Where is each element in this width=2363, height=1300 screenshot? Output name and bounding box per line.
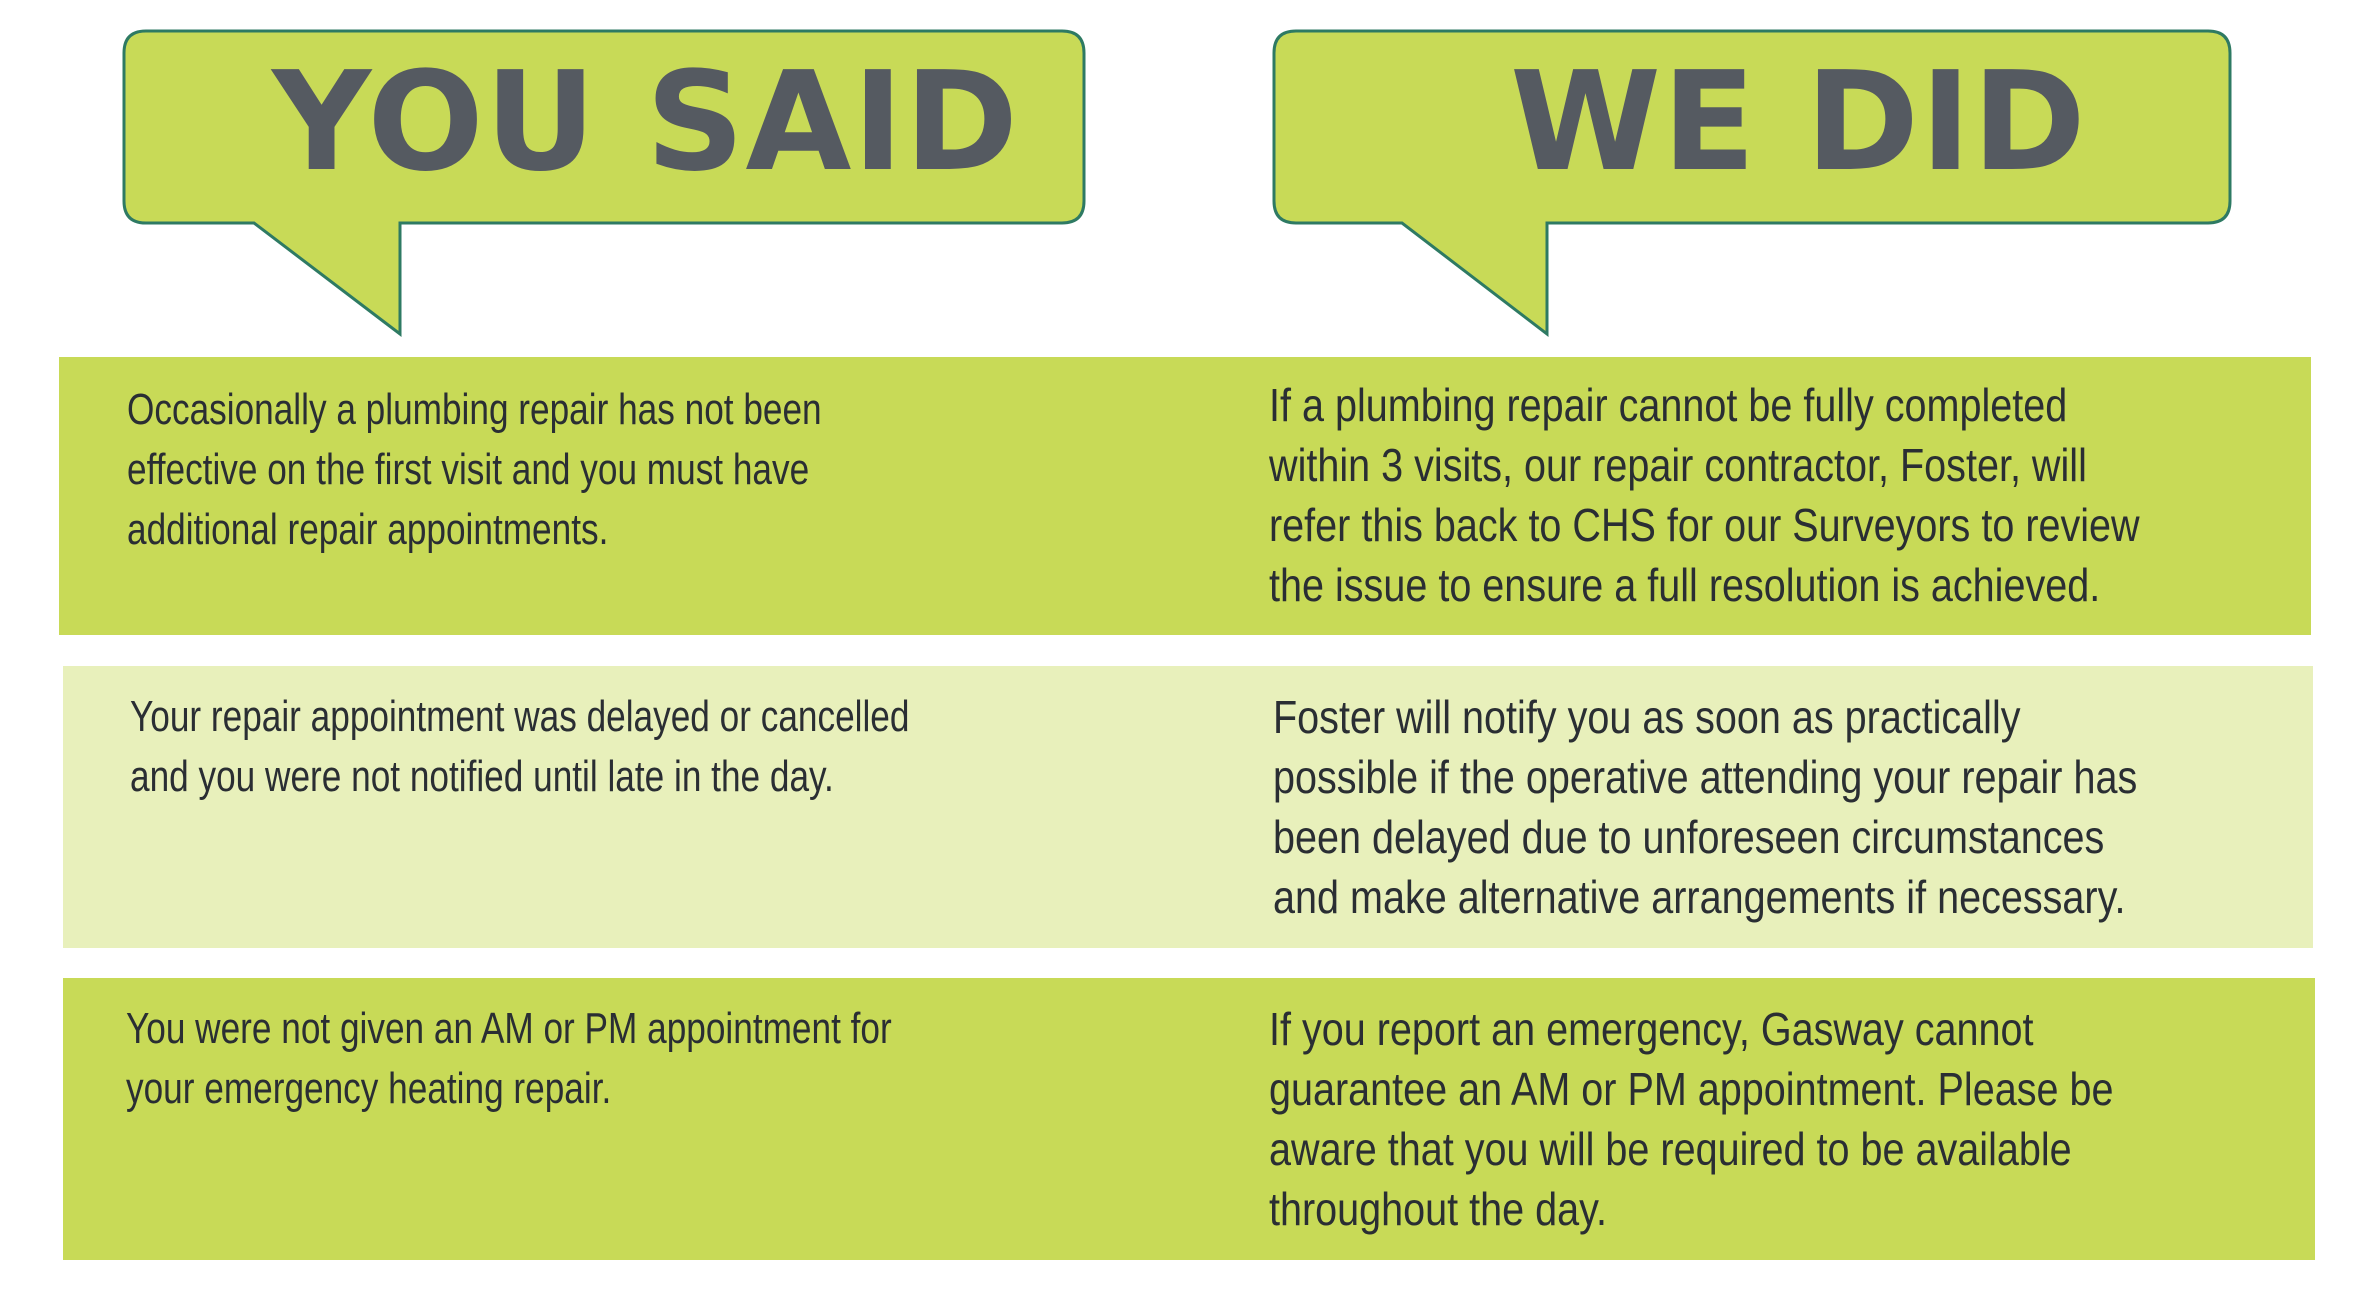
we-did-text: If you report an emergency, Gasway cannot guarantee an AM or PM appointment. Please be aware that you will be required to be available throughout the day. <box>1269 1003 2114 1235</box>
you-said-heading: YOU SAID <box>272 43 1020 202</box>
comparison-row <box>63 666 2313 948</box>
comparison-row <box>59 357 2311 635</box>
comparison-row <box>63 978 2315 1260</box>
we-did-heading: WE DID <box>1510 43 2087 202</box>
you-said-text: You were not given an AM or PM appointment for your emergency heating repair. <box>126 1004 892 1113</box>
you-said-text: Occasionally a plumbing repair has not been effective on the first visit and you must have additional repair appointments. <box>127 385 822 554</box>
we-did-text: Foster will notify you as soon as practically possible if the operative attending your repair has been delayed due to unforeseen circumstances and make alternative arrangements if necessary. <box>1273 691 2138 923</box>
we-did-text: If a plumbing repair cannot be fully completed within 3 visits, our repair contractor, Foster, will refer this back to CHS for our Surveyors to review the issue to ensure a full resolution is achieved. <box>1269 379 2140 611</box>
you-said-text: Your repair appointment was delayed or cancelled and you were not notified until late in the day. <box>130 692 910 801</box>
